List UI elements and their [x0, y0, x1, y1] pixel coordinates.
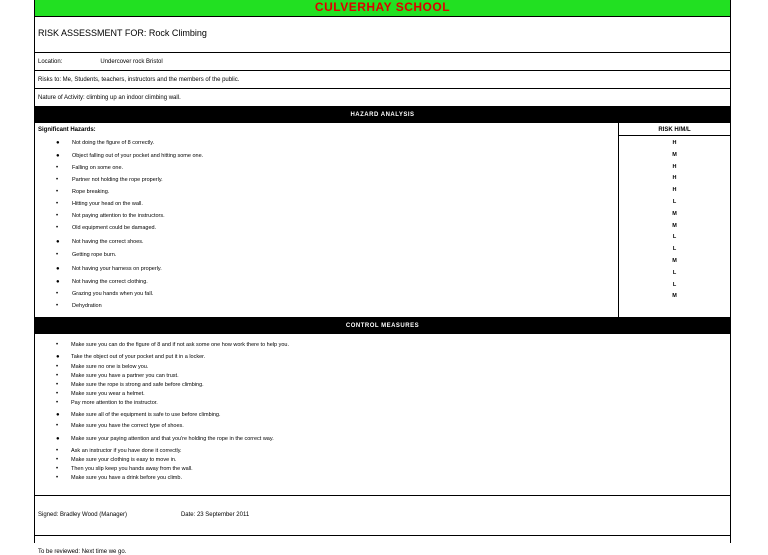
control-measure-item — [35, 364, 730, 371]
control-measure-item — [35, 448, 730, 455]
bullet-icon: ● — [56, 238, 60, 245]
hazard-item — [35, 279, 618, 286]
risk-column — [619, 123, 730, 317]
control-measure-item — [35, 354, 730, 361]
bullet-icon: • — [56, 188, 59, 195]
bullet-icon: • — [56, 302, 59, 309]
risk-assessment-document — [34, 0, 731, 555]
nature-of-activity-row: Nature of Activity: climbing up an indoor climbing wall. — [35, 89, 730, 107]
risk-level: H — [672, 163, 677, 170]
hazard-item-text: Hitting your head on the wall. — [72, 200, 143, 207]
control-measure-item — [35, 373, 730, 380]
bullet-icon: • — [56, 382, 59, 388]
hazard-item-text: Dehydration — [72, 302, 102, 309]
hazard-item-text: Partner not holding the rope properly. — [72, 176, 163, 183]
control-measure-item-text: Then you slip keep you hands away from the wall. — [71, 466, 193, 472]
risk-level: L — [672, 281, 677, 288]
control-measure-item — [35, 466, 730, 473]
control-measure-item-text: Make sure your paying attention and that you're holding the rope in the correct way. — [71, 436, 274, 442]
hazard-item-text: Not paying attention to the instructors. — [72, 212, 165, 219]
bullet-icon: • — [56, 457, 59, 463]
bullet-icon: • — [56, 200, 59, 207]
hazard-item — [35, 291, 618, 298]
control-measure-item — [35, 457, 730, 464]
control-measure-item-text: Take the object out of your pocket and put it in a locker. — [71, 354, 206, 360]
control-measure-item-text: Make sure your clothing is easy to move in. — [71, 457, 177, 463]
hazard-item-text: Not having your harness on properly. — [72, 265, 162, 272]
bullet-icon: • — [56, 391, 59, 397]
hazard-item — [35, 177, 618, 184]
bullet-icon: • — [56, 373, 59, 379]
risk-level: M — [672, 293, 677, 300]
control-measures-section — [35, 334, 730, 496]
hazard-item — [35, 213, 618, 220]
control-measure-item-text: Pay more attention to the instructor. — [71, 400, 158, 406]
signed-by: Signed: Bradley Wood (Manager) — [38, 512, 127, 518]
bullet-icon: ● — [56, 152, 60, 159]
location-value: Undercover rock Bristol — [100, 59, 163, 65]
hazard-item-text: Old equipment could be damaged. — [72, 224, 157, 231]
bullet-icon: ● — [56, 265, 60, 272]
risk-level: M — [672, 257, 677, 264]
signature-row — [35, 496, 730, 536]
bullet-icon: • — [56, 400, 59, 406]
bullet-icon: ● — [56, 140, 60, 146]
risk-level: H — [672, 187, 677, 194]
bullet-icon: • — [56, 176, 59, 183]
control-measure-item-text: Make sure the rope is strong and safe before climbing. — [71, 382, 204, 388]
bullet-icon: ● — [56, 354, 60, 360]
hazard-item — [35, 153, 618, 160]
hazard-item — [35, 266, 618, 273]
control-measure-item-text: Make sure you have a partner you can trust. — [71, 373, 179, 379]
risks-to-row: Risks to: Me, Students, teachers, instructors and the members of the public. — [35, 71, 730, 89]
hazard-item-text: Object falling out of your pocket and hitting some one. — [72, 152, 204, 159]
control-measure-item-text: Make sure all of the equipment is safe to use before climbing. — [71, 412, 221, 418]
control-measure-item — [35, 475, 730, 482]
school-title: CULVERHAY SCHOOL — [35, 0, 730, 17]
control-measure-item — [35, 412, 730, 419]
significant-hazards-label: Significant Hazards: — [38, 127, 96, 133]
risk-level: M — [672, 151, 677, 158]
hazard-item-text: Not having the correct shoes. — [72, 238, 144, 245]
hazard-item-text: Grazing you hands when you fall. — [72, 290, 154, 297]
hazard-item — [35, 239, 618, 246]
risk-header: RISK H/M/L — [619, 123, 730, 136]
bullet-icon: ● — [56, 278, 60, 285]
control-measure-item-text: Make sure you have the correct type of shoes. — [71, 423, 184, 429]
control-measure-item — [35, 391, 730, 398]
bullet-icon: • — [56, 290, 59, 297]
bullet-icon: ● — [56, 436, 60, 442]
bullet-icon: • — [56, 448, 59, 454]
bullet-icon: • — [56, 475, 59, 481]
hazard-item — [35, 189, 618, 196]
hazard-item — [35, 252, 618, 259]
control-measure-item-text: Make sure no one is below you. — [71, 364, 149, 370]
hazard-item — [35, 225, 618, 232]
risk-assessment-for: RISK ASSESSMENT FOR: Rock Climbing — [35, 17, 730, 53]
bullet-icon: • — [56, 364, 59, 370]
review-row: To be reviewed: Next time we go. — [38, 549, 127, 555]
risk-level: H — [672, 175, 677, 182]
location-label: Location: — [38, 59, 63, 65]
hazard-analysis-section — [35, 123, 730, 318]
hazard-item — [35, 140, 618, 147]
bullet-icon: ● — [56, 412, 60, 418]
control-measure-item — [35, 436, 730, 443]
risk-level: L — [672, 246, 677, 253]
risk-level: L — [672, 234, 677, 241]
control-measure-item-text: Make sure you have a drink before you climb. — [71, 475, 182, 481]
hazard-analysis-header: HAZARD ANALYSIS — [35, 107, 730, 123]
control-measure-item — [35, 423, 730, 430]
hazard-item-text: Getting rope burn. — [72, 251, 117, 258]
control-measures-header: CONTROL MEASURES — [35, 318, 730, 334]
control-measure-item — [35, 382, 730, 389]
hazard-item — [35, 165, 618, 172]
hazard-item — [35, 201, 618, 208]
control-measure-item — [35, 400, 730, 407]
control-measure-item — [35, 342, 730, 349]
sign-date: Date: 23 September 2011 — [180, 512, 250, 518]
risk-level: L — [672, 198, 677, 205]
risk-list — [619, 136, 730, 303]
control-measure-item-text: Ask an instructor if you have done it correctly. — [71, 448, 182, 454]
bullet-icon: • — [56, 212, 59, 219]
hazard-item-text: Not having the correct clothing. — [72, 278, 148, 285]
bullet-icon: • — [56, 423, 59, 429]
hazard-item — [35, 303, 618, 310]
bullet-icon: • — [56, 466, 59, 472]
risk-level: M — [672, 222, 677, 229]
bullet-icon: • — [56, 251, 59, 258]
hazard-item-text: Not doing the figure of 8 correctly. — [72, 140, 155, 146]
risk-level: M — [672, 210, 677, 217]
hazard-item-text: Falling on some one. — [72, 164, 124, 171]
bullet-icon: • — [56, 342, 59, 348]
hazard-list — [35, 136, 618, 310]
control-measure-item-text: Make sure you wear a helmet. — [71, 391, 145, 397]
risk-level: H — [672, 140, 677, 146]
control-measures-list — [35, 342, 730, 482]
bullet-icon: • — [56, 164, 59, 171]
bullet-icon: • — [56, 224, 59, 231]
risk-level: L — [672, 269, 677, 276]
location-row — [35, 53, 730, 71]
control-measure-item-text: Make sure you can do the figure of 8 and if not ask some one how work there to help you. — [71, 342, 289, 348]
hazard-item-text: Rope breaking. — [72, 188, 110, 195]
hazards-column — [35, 123, 619, 317]
